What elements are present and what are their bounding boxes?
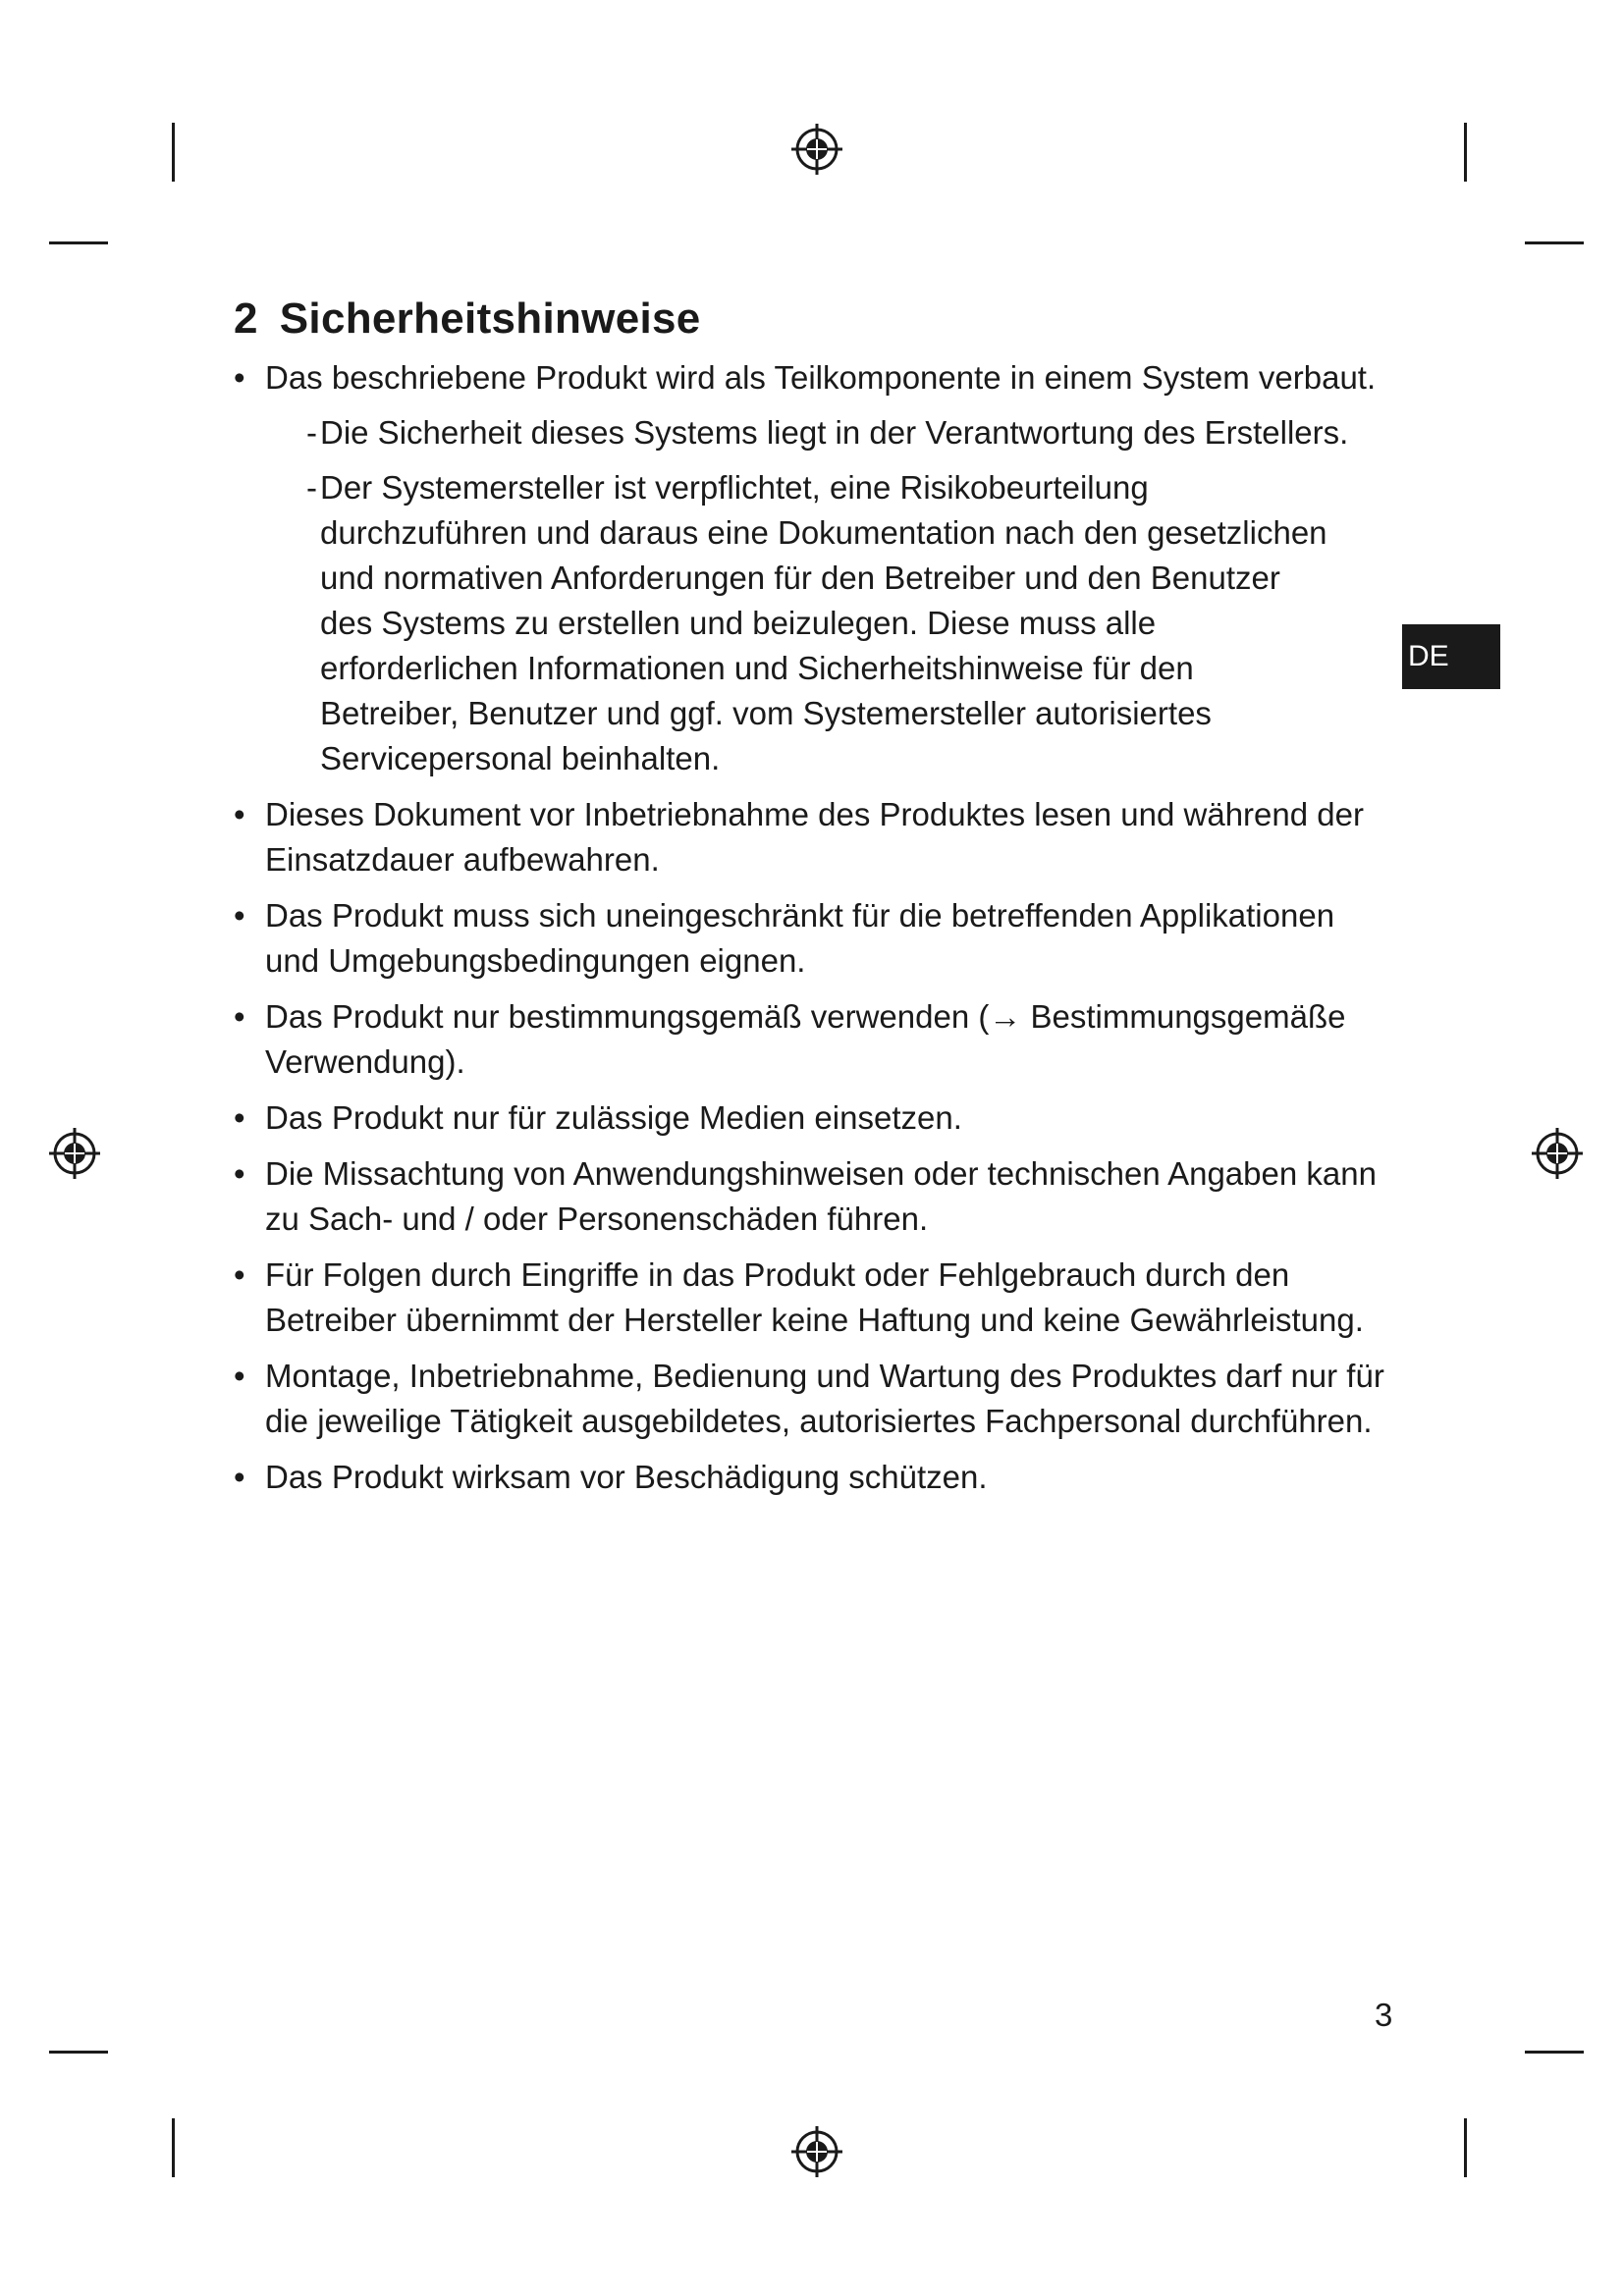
registration-mark-icon bbox=[1530, 1126, 1585, 1181]
safety-content bbox=[234, 355, 1412, 1511]
registration-mark-icon bbox=[789, 122, 844, 177]
registration-mark-icon bbox=[47, 1126, 102, 1181]
dash-icon: - bbox=[306, 414, 317, 451]
list-item-text: Das Produkt nur bestimmungsgemäß verwenden (→ Bestimmungsgemäße Verwendung). bbox=[265, 998, 1346, 1080]
section-title: Sicherheitshinweise bbox=[279, 294, 701, 343]
bullet-icon: • bbox=[234, 1459, 245, 1495]
list-item bbox=[234, 1151, 1412, 1242]
crop-mark-icon bbox=[49, 2051, 108, 2054]
list-item bbox=[234, 792, 1412, 882]
safety-list bbox=[234, 355, 1412, 1500]
page-number: 3 bbox=[1375, 1997, 1393, 2033]
sub-list-item bbox=[265, 410, 1412, 455]
registration-mark-icon bbox=[789, 2124, 844, 2179]
dash-icon: - bbox=[306, 469, 317, 506]
list-item bbox=[234, 1354, 1412, 1444]
crop-mark-icon bbox=[172, 123, 175, 182]
list-item-text: Für Folgen durch Eingriffe in das Produkt oder Fehlgebrauch durch den Betreiber übernimmt der Hersteller keine Haftung und keine Gewährleistung. bbox=[265, 1256, 1364, 1338]
crop-mark-icon bbox=[49, 241, 108, 244]
sub-list-item bbox=[265, 465, 1412, 781]
section-number: 2 bbox=[234, 294, 258, 343]
list-item-text: Das Produkt wirksam vor Beschädigung schützen. bbox=[265, 1459, 988, 1495]
list-item bbox=[234, 893, 1412, 984]
list-item-text: Montage, Inbetriebnahme, Bedienung und Wartung des Produktes darf nur für die jeweilige Tätigkeit ausgebildetes, autorisiertes Fachpersonal durchführen. bbox=[265, 1358, 1384, 1439]
crop-mark-icon bbox=[1464, 123, 1467, 182]
list-item-text: Das Produkt muss sich uneingeschränkt für die betreffenden Applikationen und Umgebungsbedingungen eignen. bbox=[265, 897, 1335, 979]
language-tab: DE bbox=[1402, 624, 1500, 689]
crop-mark-icon bbox=[1464, 2118, 1467, 2177]
sub-list-item-text: Die Sicherheit dieses Systems liegt in der Verantwortung des Erstellers. bbox=[320, 414, 1349, 451]
list-item bbox=[234, 1455, 1412, 1500]
list-item-text: Das beschriebene Produkt wird als Teilkomponente in einem System verbaut. bbox=[265, 359, 1377, 396]
bullet-icon: • bbox=[234, 897, 245, 934]
bullet-icon: • bbox=[234, 998, 245, 1035]
crop-mark-icon bbox=[1525, 241, 1584, 244]
bullet-icon: • bbox=[234, 359, 245, 396]
list-item bbox=[234, 994, 1412, 1085]
bullet-icon: • bbox=[234, 796, 245, 832]
crop-mark-icon bbox=[172, 2118, 175, 2177]
bullet-icon: • bbox=[234, 1099, 245, 1136]
list-item-text: Das Produkt nur für zulässige Medien einsetzen. bbox=[265, 1099, 962, 1136]
list-item bbox=[234, 355, 1412, 781]
bullet-icon: • bbox=[234, 1256, 245, 1293]
sub-list bbox=[265, 410, 1412, 781]
list-item-text: Die Missachtung von Anwendungshinweisen oder technischen Angaben kann zu Sach- und / oder Personenschäden führen. bbox=[265, 1155, 1377, 1237]
bullet-icon: • bbox=[234, 1358, 245, 1394]
crop-mark-icon bbox=[1525, 2051, 1584, 2054]
bullet-icon: • bbox=[234, 1155, 245, 1192]
page-title bbox=[234, 294, 701, 344]
sub-list-item-text: Der Systemersteller ist verpflichtet, eine Risikobeurteilung durchzuführen und daraus eine Dokumentation nach den gesetzlichen und normativen Anforderungen für den Betreiber und den Benutzer des Systems zu erstellen und beizulegen. Diese muss alle erforderlichen Informationen und Sicherheitshinweise für den Betreiber, Benutzer und ggf. vom Systemersteller autorisiertes Servicepersonal beinhalten. bbox=[320, 469, 1327, 776]
list-item bbox=[234, 1095, 1412, 1141]
list-item-text: Dieses Dokument vor Inbetriebnahme des Produktes lesen und während der Einsatzdauer aufbewahren. bbox=[265, 796, 1364, 878]
list-item bbox=[234, 1253, 1412, 1343]
